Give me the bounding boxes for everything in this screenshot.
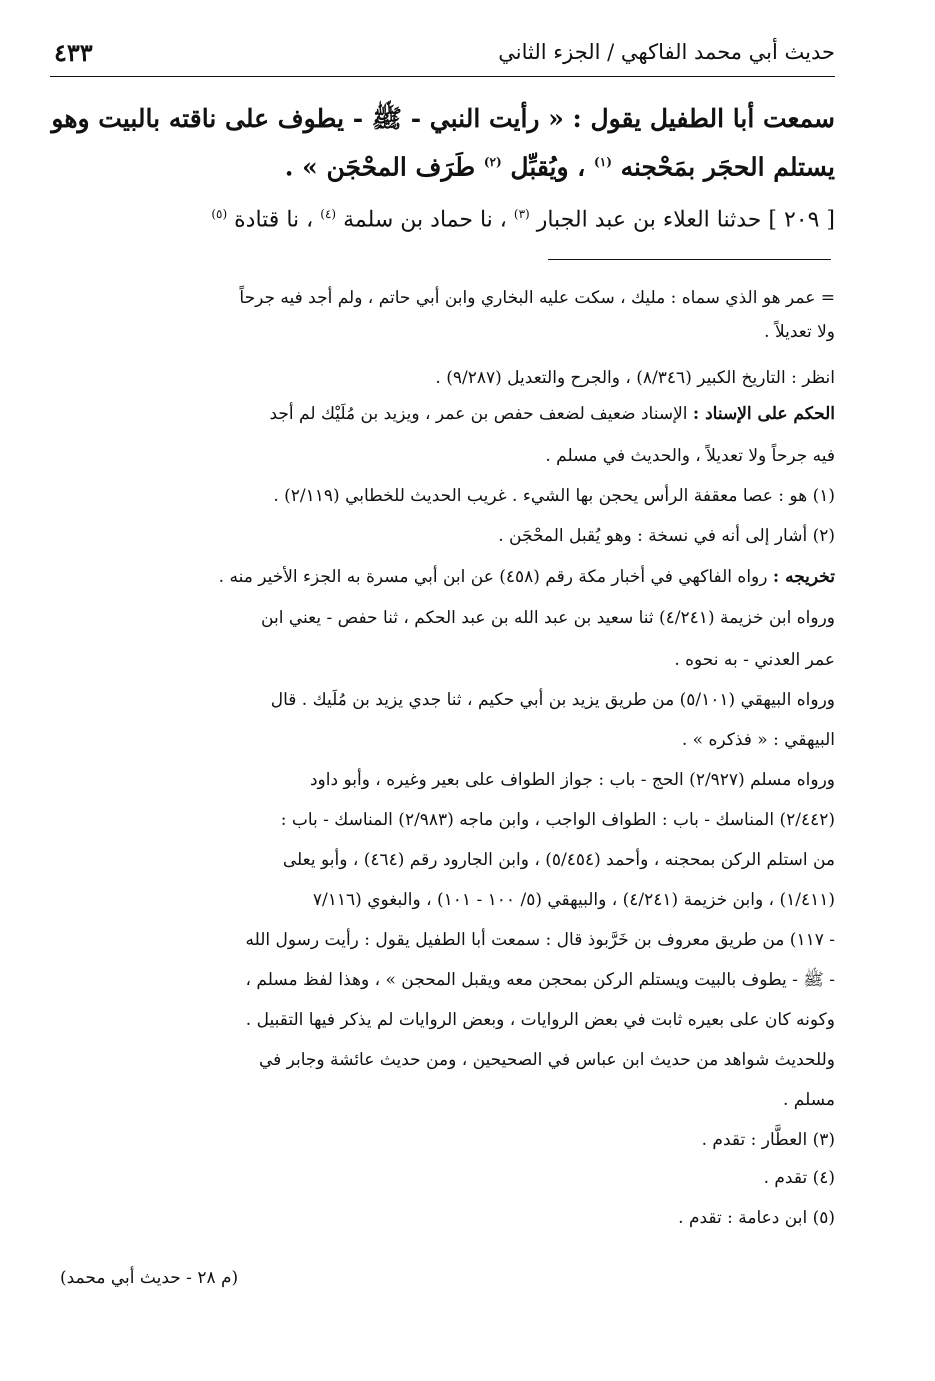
footnote-line: انظر : التاريخ الكبير (٨/٣٤٦) ، والجرح والتعديل (٩/٢٨٧) .: [435, 368, 835, 388]
hadith-text: سمعت أبا الطفيل يقول : « رأيت النبي - ﷺ - يطوف على ناقته بالبيت وهو: [51, 104, 835, 133]
footnote-line: (٢/٤٤٢) المناسك - باب : الطواف الواجب ، وابن ماجه (٢/٩٨٣) المناسك - باب :: [280, 810, 835, 830]
footnote-line: (٤) تقدم .: [763, 1168, 835, 1188]
footnote-line: [50, 563, 835, 591]
footnote-separator: [548, 259, 831, 260]
footnote-line: فيه جرحاً ولا تعديلاً ، والحديث في مسلم .: [545, 446, 835, 466]
footnote-line: (١) هو : عصا معقفة الرأس يحجن بها الشيء . غريب الحديث للخطابي (٢/١١٩) .: [273, 486, 835, 506]
footnote-ref-4: (٤): [320, 207, 337, 221]
footnote-heading: الحكم على الإسناد :: [692, 404, 835, 424]
page-number: ٤٣٣: [54, 38, 93, 67]
main-text-line: [50, 141, 835, 188]
footnote-ref-1: (١): [594, 155, 612, 169]
footnote-line: = عمر هو الذي سماه : مليك ، سكت عليه البخاري وابن أبي حاتم ، ولم أجد فيه جرحاً: [239, 288, 835, 308]
isnad-text: [ ٢٠٩ ] حدثنا العلاء بن عبد الجبار: [536, 207, 835, 233]
footnote-line: (٢) أشار إلى أنه في نسخة : وهو يُقبل المحْجَن .: [498, 526, 835, 546]
footnote-line: - ١١٧) من طريق معروف بن خَرَّبوذ قال : سمعت أبا الطفيل يقول : رأيت رسول الله: [245, 930, 835, 950]
footnote-line: ورواه ابن خزيمة (٤/٢٤١) ثنا سعيد بن عبد الله بن عبد الحكم ، ثنا حفص - يعني ابن: [261, 608, 835, 628]
footnote-text: رواه الفاكهي في أخبار مكة رقم (٤٥٨) عن ابن أبي مسرة به الجزء الأخير منه .: [218, 567, 768, 587]
footnote-line: ورواه البيهقي (٥/١٠١) من طريق يزيد بن أبي حكيم ، ثنا جدي يزيد بن مُلَيك . قال: [270, 690, 835, 710]
footnote-line: (١/٤١١) ، وابن خزيمة (٤/٢٤١) ، والبيهقي (٥/ ١٠٠ - ١٠١) ، والبغوي (٧/١١٦: [312, 890, 835, 910]
hadith-text: يستلم الحجَر بمَحْجنه: [620, 152, 835, 182]
footnote-line: وللحديث شواهد من حديث ابن عباس في الصحيحين ، ومن حديث عائشة وجابر في: [258, 1050, 835, 1070]
footnote-line: البيهقي : « فذكره » .: [681, 730, 835, 750]
signature-mark: (م ٢٨ - حديث أبي محمد): [60, 1268, 239, 1288]
main-text-line: [50, 98, 835, 140]
footnote-ref-3: (٣): [513, 207, 530, 221]
hadith-text: طَرَف المحْجَن » .: [284, 152, 476, 182]
footnote-ref-2: (٢): [483, 155, 502, 169]
isnad-text: ، نا حماد بن سلمة: [343, 207, 507, 233]
footnote-line: من استلم الركن بمحجنه ، وأحمد (٥/٤٥٤) ، وابن الجارود رقم (٤٦٤) ، وأبو يعلى: [282, 850, 835, 870]
footnote-line: ورواه مسلم (٢/٩٢٧) الحج - باب : جواز الطواف على بعير وغيره ، وأبو داود: [309, 770, 835, 790]
footnote-line: (٥) ابن دعامة : تقدم .: [678, 1208, 835, 1228]
footnote-line: مسلم .: [782, 1090, 835, 1110]
footnote-line: ولا تعديلاً .: [764, 322, 835, 342]
footnote-text: الإسناد ضعيف لضعف حفص بن عمر ، ويزيد بن مُلَيْك لم أجد: [269, 404, 688, 424]
hadith-209-line: [50, 193, 835, 241]
header-title: حديث أبي محمد الفاكهي / الجزء الثاني: [498, 40, 835, 64]
hadith-text: ، ويُقبِّل: [510, 152, 586, 182]
footnote-line: (٣) العطَّار : تقدم .: [701, 1130, 835, 1150]
running-header: [50, 36, 835, 77]
footnote-heading: تخريجه :: [772, 567, 835, 587]
footnote-line: - ﷺ - يطوف بالبيت ويستلم الركن بمحجن معه ويقبل المحجن » ، وهذا لفظ مسلم ،: [245, 970, 835, 990]
footnote-line: [50, 400, 835, 428]
footnote-ref-5: (٥): [211, 207, 228, 221]
footnote-line: عمر العدني - به نحوه .: [674, 650, 835, 670]
footnote-line: وكونه كان على بعيره ثابت في بعض الروايات ، وبعض الروايات لم يذكر فيها التقبيل .: [245, 1010, 835, 1030]
isnad-text: ، نا قتادة: [234, 207, 314, 233]
